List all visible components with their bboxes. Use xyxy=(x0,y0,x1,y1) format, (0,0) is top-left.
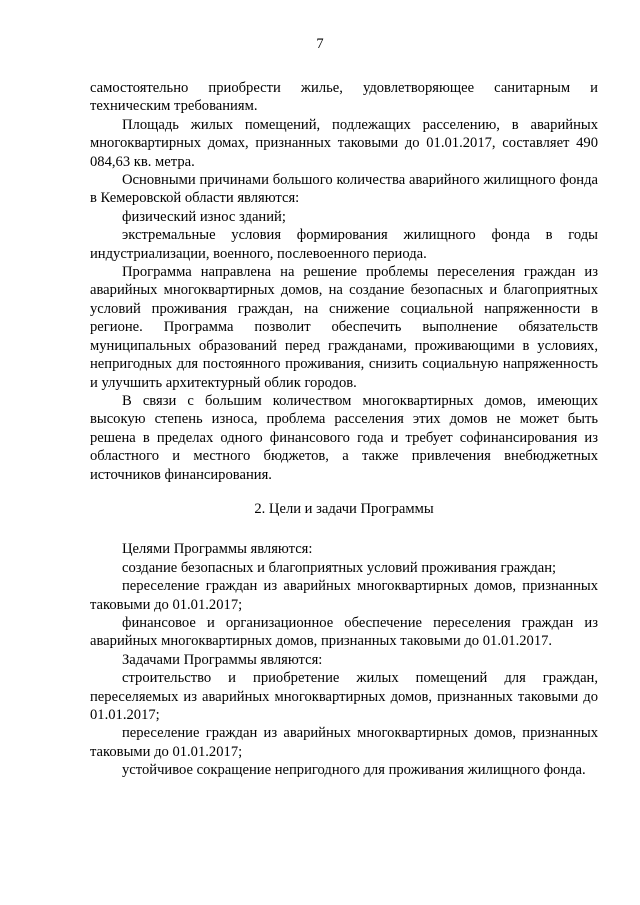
paragraph-cofinancing: В связи с большим количеством многоквартирных домов, имеющих высокую степень износа, проблема расселения этих домов не может быть решена в пределах одного финансового года и требует софинансирования из областного и местного бюджетов, а также привлечения внебюджетных источников финансирования. xyxy=(90,392,598,483)
paragraph-program-purpose: Программа направлена на решение проблемы переселения граждан из аварийных многоквартирных домов, на создание безопасных и благоприятных условий проживания граждан, на снижение социальной напряженности в регионе. Программа позволит обеспечить выполнение обязательств муниципальных образований перед гражданами, проживающими в условиях, непригодных для постоянного проживания, снизить социальную напряженность и улучшить архитектурный облик городов. xyxy=(90,264,598,391)
goal-item: переселение граждан из аварийных многоквартирных домов, признанных таковыми до 01.01.2017; xyxy=(90,578,598,613)
paragraph-reason-conditions: экстремальные условия формирования жилищного фонда в годы индустриализации, военного, послевоенного периода. xyxy=(90,227,598,262)
paragraph-reason-wear: физический износ зданий; xyxy=(122,208,286,225)
paragraph-housing-area: Площадь жилых помещений, подлежащих расселению, в аварийных многоквартирных домах, признанных таковыми до 01.01.2017, составляет 490 084,63 кв. метра. xyxy=(90,116,598,170)
task-item: устойчивое сокращение непригодного для проживания жилищного фонда. xyxy=(122,762,586,779)
section-heading: 2. Цели и задачи Программы xyxy=(254,500,434,517)
document-body xyxy=(90,79,598,780)
page-number: 7 xyxy=(316,36,324,52)
task-item: строительство и приобретение жилых помещений для граждан, переселяемых из аварийных многоквартирных домов, признанных таковыми до 01.01.2017; xyxy=(90,670,598,723)
goal-item: финансовое и организационное обеспечение переселения граждан из аварийных многоквартирных домов, признанных таковыми до 01.01.2017. xyxy=(90,614,598,650)
task-item: переселение граждан из аварийных многоквартирных домов, признанных таковыми до 01.01.2017; xyxy=(90,725,598,760)
paragraph-main-reasons: Основными причинами большого количества аварийного жилищного фонда в Кемеровской области являются: xyxy=(90,172,598,207)
tasks-intro: Задачами Программы являются: xyxy=(122,651,323,668)
goal-item: создание безопасных и благоприятных условий проживания граждан; xyxy=(122,559,557,576)
paragraph-continuation: самостоятельно приобрести жилье, удовлетворяющее санитарным и техническим требованиям. xyxy=(90,80,598,115)
goals-intro: Целями Программы являются: xyxy=(122,541,313,558)
